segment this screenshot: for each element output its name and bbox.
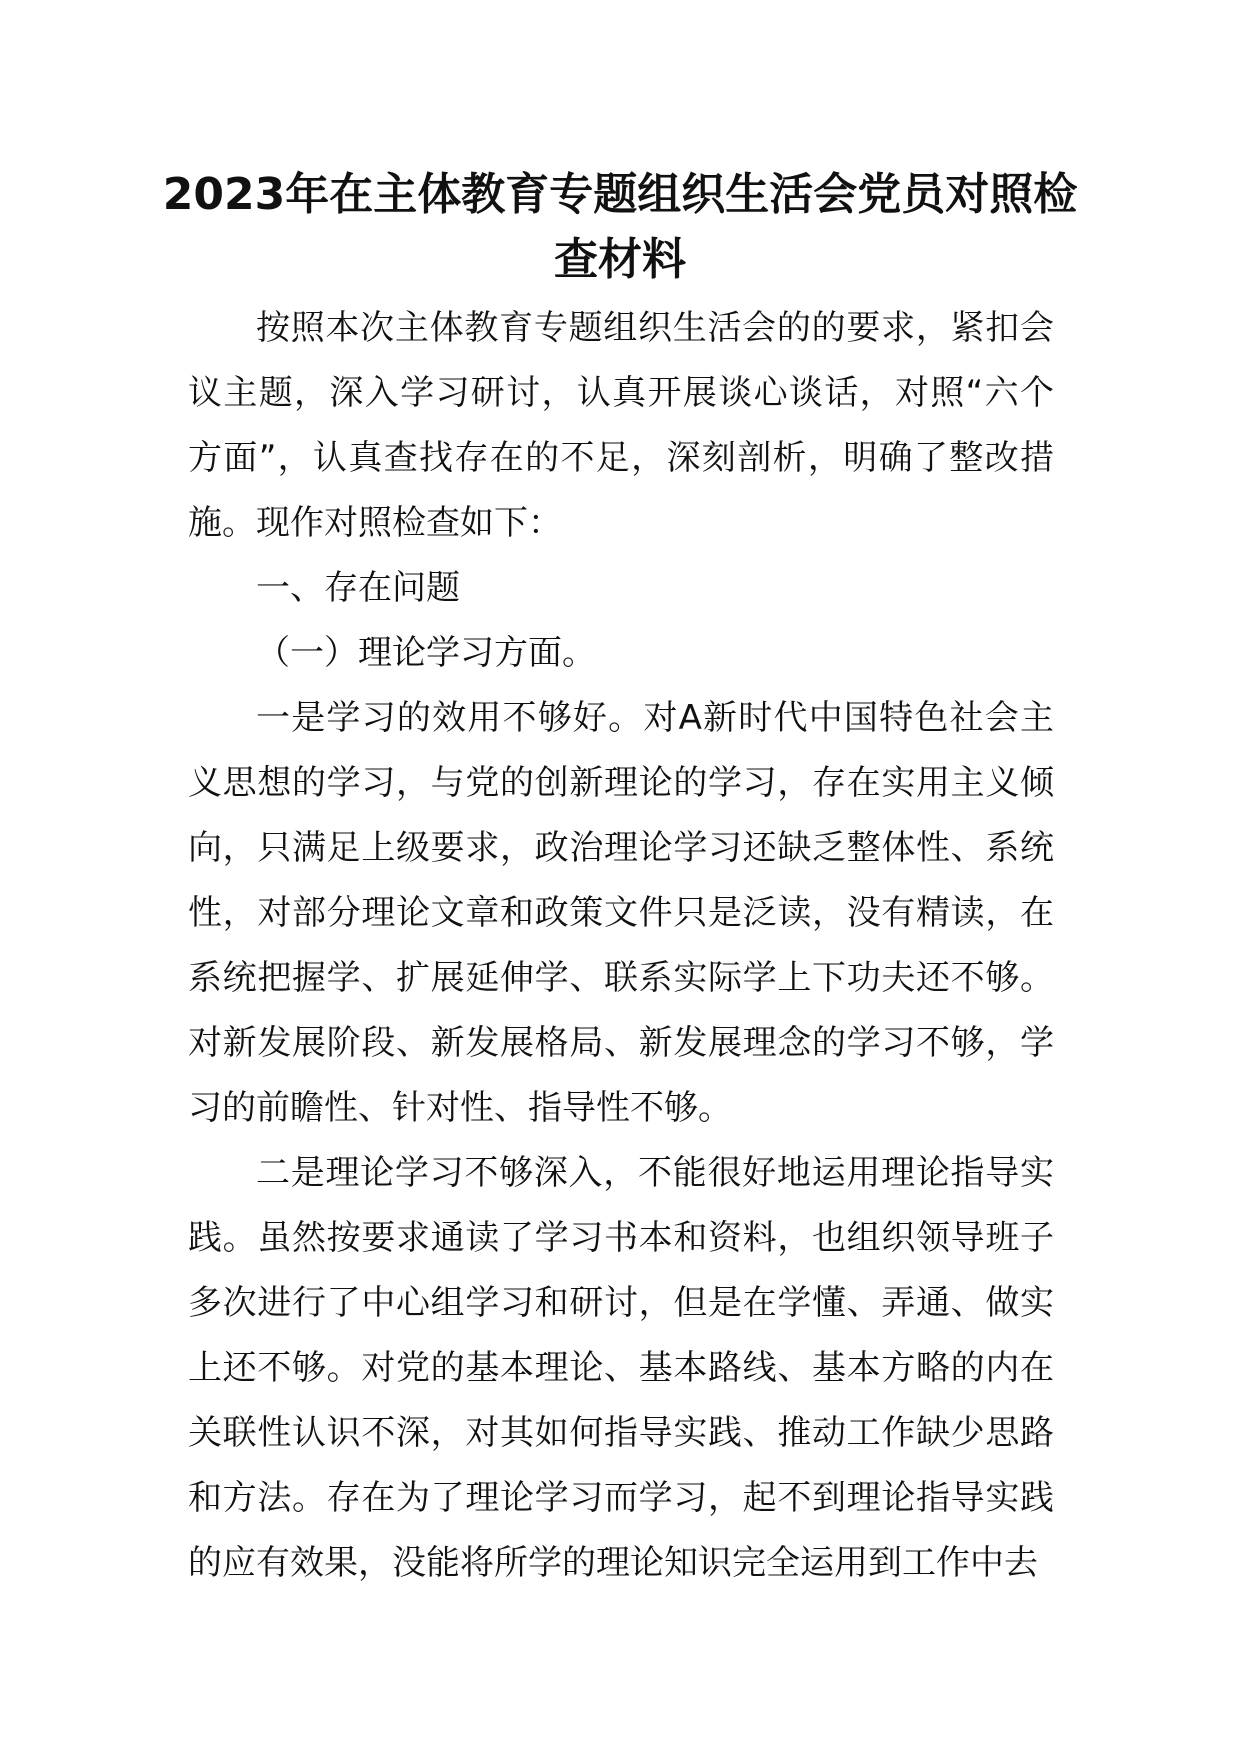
document-title: 2023年在主体教育专题组织生活会党员对照检查材料 (162, 169, 1078, 285)
section-heading: 一、存在问题 (256, 568, 460, 608)
intro-paragraph: 按照本次主体教育专题组织生活会的的要求，紧扣会议主题，深入学习研讨，认真开展谈心谈话，对照“六个方面”，认真查找存在的不足，深刻剖析，明确了整改措施。现作对照检查如下： (188, 308, 1054, 543)
subsection-heading: （一）理论学习方面。 (256, 633, 596, 673)
body-paragraph: 一是学习的效用不够好。对A新时代中国特色社会主义思想的学习，与党的创新理论的学习，存在实用主义倾向，只满足上级要求，政治理论学习还缺乏整体性、系统性，对部分理论文章和政策文件只是泛读，没有精读，在系统把握学、扩展延伸学、联系实际学上下功夫还不够。对新发展阶段、新发展格局、新发展理念的学习不够，学习的前瞻性、针对性、指导性不够。 (188, 698, 1054, 1128)
body-paragraph: 二是理论学习不够深入，不能很好地运用理论指导实践。虽然按要求通读了学习书本和资料，也组织领导班子多次进行了中心组学习和研讨，但是在学懂、弄通、做实上还不够。对党的基本理论、基本路线、基本方略的内在关联性认识不深，对其如何指导实践、推动工作缺少思路和方法。存在为了理论学习而学习，起不到理论指导实践的应有效果，没能将所学的理论知识完全运用到工作中去 (188, 1153, 1054, 1583)
document-body (188, 296, 1054, 1596)
